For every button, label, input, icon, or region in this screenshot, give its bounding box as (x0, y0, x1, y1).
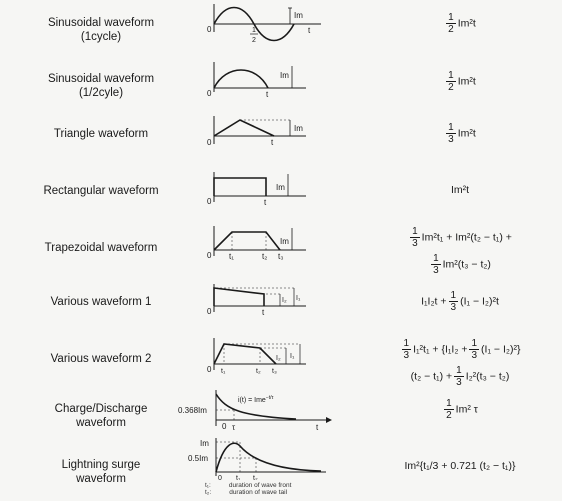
origin-label: 0 (207, 251, 212, 260)
formula: I₁I₂t + $\frac{1}{3}$ (I₁ − I₂)²t (421, 290, 499, 313)
half-period-den: 2 (252, 37, 256, 44)
time-label: t (308, 26, 311, 35)
origin-label: 0 (218, 475, 222, 480)
formula: $\frac{1}{2}$ Im²t (448, 12, 476, 35)
time-label: t (264, 198, 267, 207)
level-label: 0.5Im (188, 454, 209, 463)
peak-label: Im (280, 237, 289, 246)
im-label: Im (200, 439, 209, 448)
level-label: 0.368Im (178, 406, 207, 415)
waveform-diagram-various-1 (196, 280, 346, 320)
t1-label: t₁ (236, 475, 241, 480)
origin-label: 0 (207, 365, 212, 374)
origin-label: 0 (207, 307, 212, 316)
t1-label: t₁ (221, 368, 226, 375)
formula: Im²t (450, 184, 470, 197)
origin-label: 0 (207, 89, 212, 98)
t2-label: t₂ (262, 252, 268, 261)
waveform-name: Charge/Discharge waveform (54, 403, 148, 429)
i1-label: I₁ (290, 353, 295, 360)
waveform-diagram-sinusoidal-half (196, 58, 346, 98)
peak-label: Im (276, 183, 285, 192)
waveform-diagram-rectangular (196, 168, 346, 208)
peak-label: Im (294, 124, 303, 133)
waveform-name: Various waveform 1 (50, 296, 152, 308)
t2-label: t₂ (256, 368, 261, 375)
waveform-diagram-sinusoidal-1cycle (196, 2, 346, 48)
waveform-name: Various waveform 2 (50, 353, 152, 365)
peak-label: Im (294, 11, 303, 20)
t3-label: t₃ (278, 252, 284, 261)
waveform-name: Lightning surge waveform (61, 459, 141, 485)
formula: $\frac{1}{2}$ Im²t (448, 70, 476, 93)
waveform-name: Trapezoidal waveform (44, 242, 158, 254)
waveform-name: Sinusoidal waveform (1cycle) (47, 17, 155, 43)
origin-label: 0 (207, 138, 212, 147)
formula: $\frac{1}{3}$ Im²t (448, 122, 476, 145)
waveform-diagram-lightning-surge (186, 436, 336, 480)
i2-label: I₂ (276, 355, 281, 362)
waveform-diagram-charge-discharge (176, 388, 336, 432)
time-label: t (271, 138, 274, 147)
formula: $\frac{1}{2}$ Im² τ (446, 398, 478, 421)
waveform-name: Rectangular waveform (43, 185, 159, 197)
waveform-name: Triangle waveform (53, 128, 149, 140)
peak-label: Im (280, 71, 289, 80)
t1-label: t₁ (229, 252, 234, 261)
surge-legend: t₁: duration of wave front t₂: duration of wave tail (205, 482, 292, 496)
i1-label: I₁ (296, 295, 301, 302)
time-label: t (266, 90, 269, 98)
time-label: t (316, 423, 319, 432)
formula: $\frac{1}{3}$ Im²t₁ + Im²(t₂ − t₁) + $\frac{1}{3}$ Im²(t₃ − t₂) (412, 226, 512, 276)
waveform-diagram-trapezoidal (196, 222, 346, 262)
t2-label: t₂ (253, 475, 258, 480)
formula: Im²{t₁/3 + 0.721 (t₂ − t₁)} (404, 460, 516, 473)
tau-label: τ (232, 423, 236, 432)
time-label: t (262, 308, 265, 317)
origin-label: 0 (207, 197, 212, 206)
origin-label: 0 (222, 422, 227, 431)
equation-label: i(t) = Ime$^{-t/\tau}$ (238, 395, 274, 404)
formula: $\frac{1}{3}$ I₁²t₁ + {I₁I₂ + $\frac{1}{3}$ (I₁ − I₂)²} (t₂ − t₁) + $\frac{1}{3}$ I₂²(t₃ − t₂) (403, 338, 521, 388)
waveform-name: Sinusoidal waveform (1/2cyle) (47, 73, 155, 99)
i2-label: I₂ (282, 297, 287, 304)
t3-label: t₃ (272, 368, 277, 375)
waveform-diagram-triangle (196, 112, 346, 152)
half-period-num: 1 (252, 27, 256, 34)
waveform-diagram-various-2 (196, 334, 346, 378)
origin-label: 0 (207, 25, 212, 34)
